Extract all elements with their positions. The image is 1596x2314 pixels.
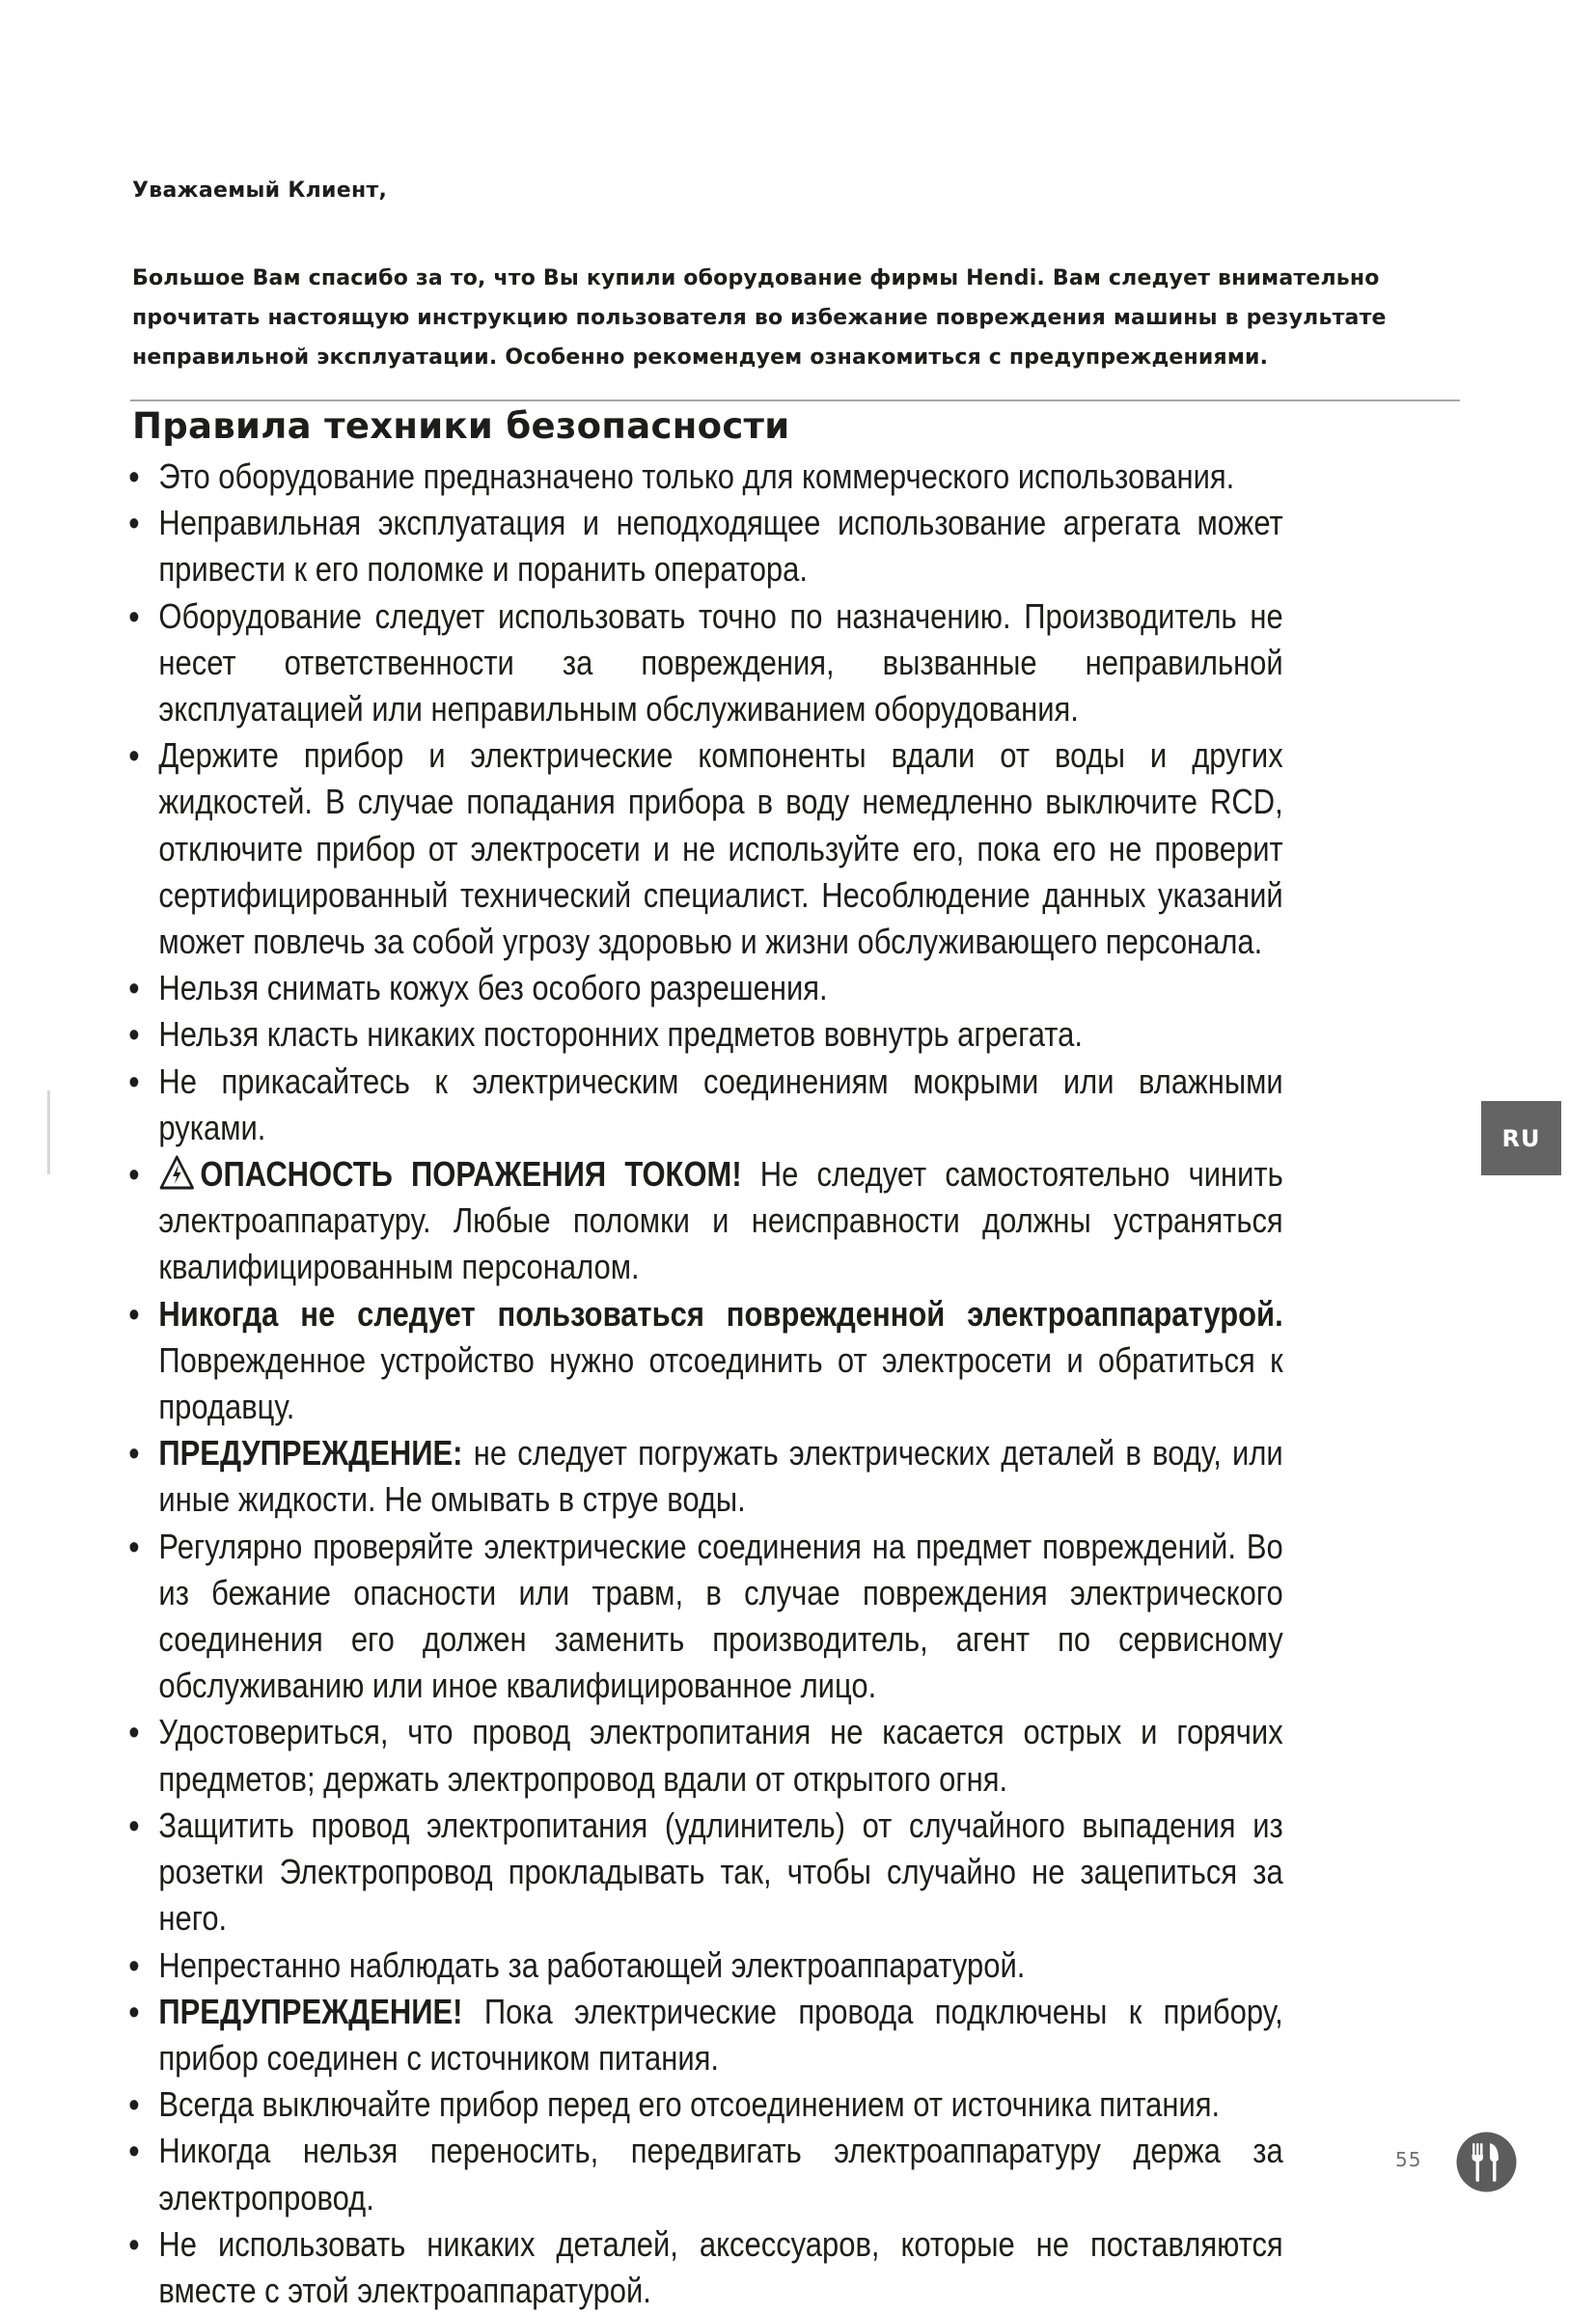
list-item — [125, 1151, 1283, 1291]
bullet: • — [128, 2131, 140, 2171]
divider — [130, 399, 1460, 401]
bullet: • — [128, 1154, 140, 1195]
page-number: 55 — [1395, 2148, 1422, 2171]
bullet: • — [128, 1433, 140, 1474]
bullet: • — [128, 595, 140, 636]
rule-text: Держите прибор и электрические компоненты вдали от воды и других жидкостей. В случае попадания прибора в воду немедленно выключите RCD, отключите прибор от электросети и не используйте его, пока его не проверит сертифицированный технический специалист. Несоблюдение данных указаний может повлечь за собой угрозу здоровью и жизни обслуживающего персонала. — [158, 735, 1283, 962]
rule-text: Поврежденное устройство нужно отсоединить от электросети и обратиться к продавцу. — [158, 1339, 1283, 1427]
electric-hazard-icon — [158, 1154, 195, 1191]
list-item — [125, 1059, 1283, 1151]
list-item — [125, 500, 1283, 592]
rule-text: Не следует самостоятельно чинить электроаппаратуру. Любые поломки и неисправности должны устраняться квалифицированным персоналом. — [158, 1154, 1283, 1287]
rule-text: Не прикасайтесь к электрическим соединениям мокрыми или влажными руками. — [158, 1061, 1283, 1147]
list-item — [125, 454, 1283, 500]
list-item — [125, 593, 1283, 733]
rule-text: Оборудование следует использовать точно по назначению. Производитель не несет ответственности за повреждения, вызванные неправильной эксплуатацией или неправильным обслуживанием оборудования. — [158, 595, 1283, 730]
greeting: Уважаемый Клиент, — [132, 179, 388, 203]
list-item — [125, 1524, 1283, 1710]
bullet: • — [128, 456, 140, 496]
bullet: • — [128, 1944, 140, 1985]
list-item — [125, 732, 1283, 965]
warning-label: ПРЕДУПРЕЖДЕНИЕ! — [158, 1991, 463, 2031]
bullet: • — [128, 2084, 140, 2125]
rule-text: Не использовать никаких деталей, аксессуаров, которые не поставляются вместе с этой электроаппаратурой. — [158, 2223, 1283, 2310]
bullet: • — [128, 1526, 140, 1566]
rule-text: Непрестанно наблюдать за работающей электроаппаратурой. — [158, 1944, 1026, 1985]
rule-text: Никогда нельзя переносить, передвигать электроаппаратуру держа за электропровод. — [158, 2131, 1283, 2218]
bullet: • — [128, 1293, 140, 1334]
rule-text: Регулярно проверяйте электрические соединения на предмет повреждений. Во из бежание опасности или травм, в случае повреждения электрического соединения его должен заменить производитель, агент по сервисному обслуживанию или иное квалифицированное лицо. — [158, 1526, 1283, 1706]
list-item — [125, 1709, 1283, 1802]
list-item — [125, 965, 1283, 1011]
bullet: • — [128, 1991, 140, 2031]
section-title: Правила техники безопасности — [132, 405, 790, 447]
warning-label: ПРЕДУПРЕЖДЕНИЕ: — [158, 1433, 463, 1474]
warning-label: Никогда не следует пользоваться поврежденной электроаппаратурой. — [158, 1293, 1283, 1334]
bullet: • — [128, 1804, 140, 1845]
warning-label: ОПАСНОСТЬ ПОРАЖЕНИЯ ТОКОМ! — [200, 1154, 742, 1195]
bullet: • — [128, 968, 140, 1008]
list-item — [125, 2221, 1283, 2314]
list-item — [125, 1011, 1283, 1058]
bullet: • — [128, 735, 140, 776]
rule-text: Защитить провод электропитания (удлинитель) от случайного выпадения из розетки Электропровод прокладывать так, чтобы случайно не зацепиться за него. — [158, 1804, 1283, 1939]
rule-text: не следует погружать электрических деталей в воду, или иные жидкости. Не омывать в струе воды. — [158, 1433, 1283, 1520]
rule-text: Это оборудование предназначено только для коммерческого использования. — [158, 456, 1235, 496]
safety-rules-list — [125, 454, 1283, 2314]
list-item — [125, 1803, 1283, 1942]
intro-paragraph: Большое Вам спасибо за то, что Вы купили оборудование фирмы Hendi. Вам следует внимательно прочитать настоящую инструкцию пользователя во избежание повреждения машины в результате неправильной эксплуатации. Особенно рекомендуем ознакомиться с предупреждениями. — [132, 266, 1387, 370]
rule-text: Удостовериться, что провод электропитания не касается острых и горячих предметов; держать электропровод вдали от открытого огня. — [158, 1712, 1283, 1799]
list-item — [125, 1430, 1283, 1523]
bullet: • — [128, 503, 140, 543]
language-tab-ru: RU — [1481, 1101, 1561, 1175]
bullet: • — [128, 1061, 140, 1101]
bullet: • — [128, 1014, 140, 1055]
cutlery-icon — [1456, 2132, 1517, 2192]
list-item — [125, 1942, 1283, 1989]
rule-text: Всегда выключайте прибор перед его отсоединением от источника питания. — [158, 2084, 1221, 2125]
bullet: • — [128, 2223, 140, 2264]
rule-text: Нельзя класть никаких посторонних предметов вовнутрь агрегата. — [158, 1014, 1083, 1055]
rule-text: Нельзя снимать кожух без особого разрешения. — [158, 968, 828, 1008]
bullet: • — [128, 1712, 140, 1752]
list-item — [125, 2128, 1283, 2220]
rule-text: Неправильная эксплуатация и неподходящее использование агрегата может привести к его поломке и поранить оператора. — [158, 503, 1283, 590]
list-item — [125, 2081, 1283, 2128]
list-item — [125, 1989, 1283, 2081]
rule-text: Пока электрические провода подключены к прибору, прибор соединен с источником питания. — [158, 1991, 1283, 2078]
list-item — [125, 1291, 1283, 1431]
margin-mark — [47, 1090, 50, 1174]
